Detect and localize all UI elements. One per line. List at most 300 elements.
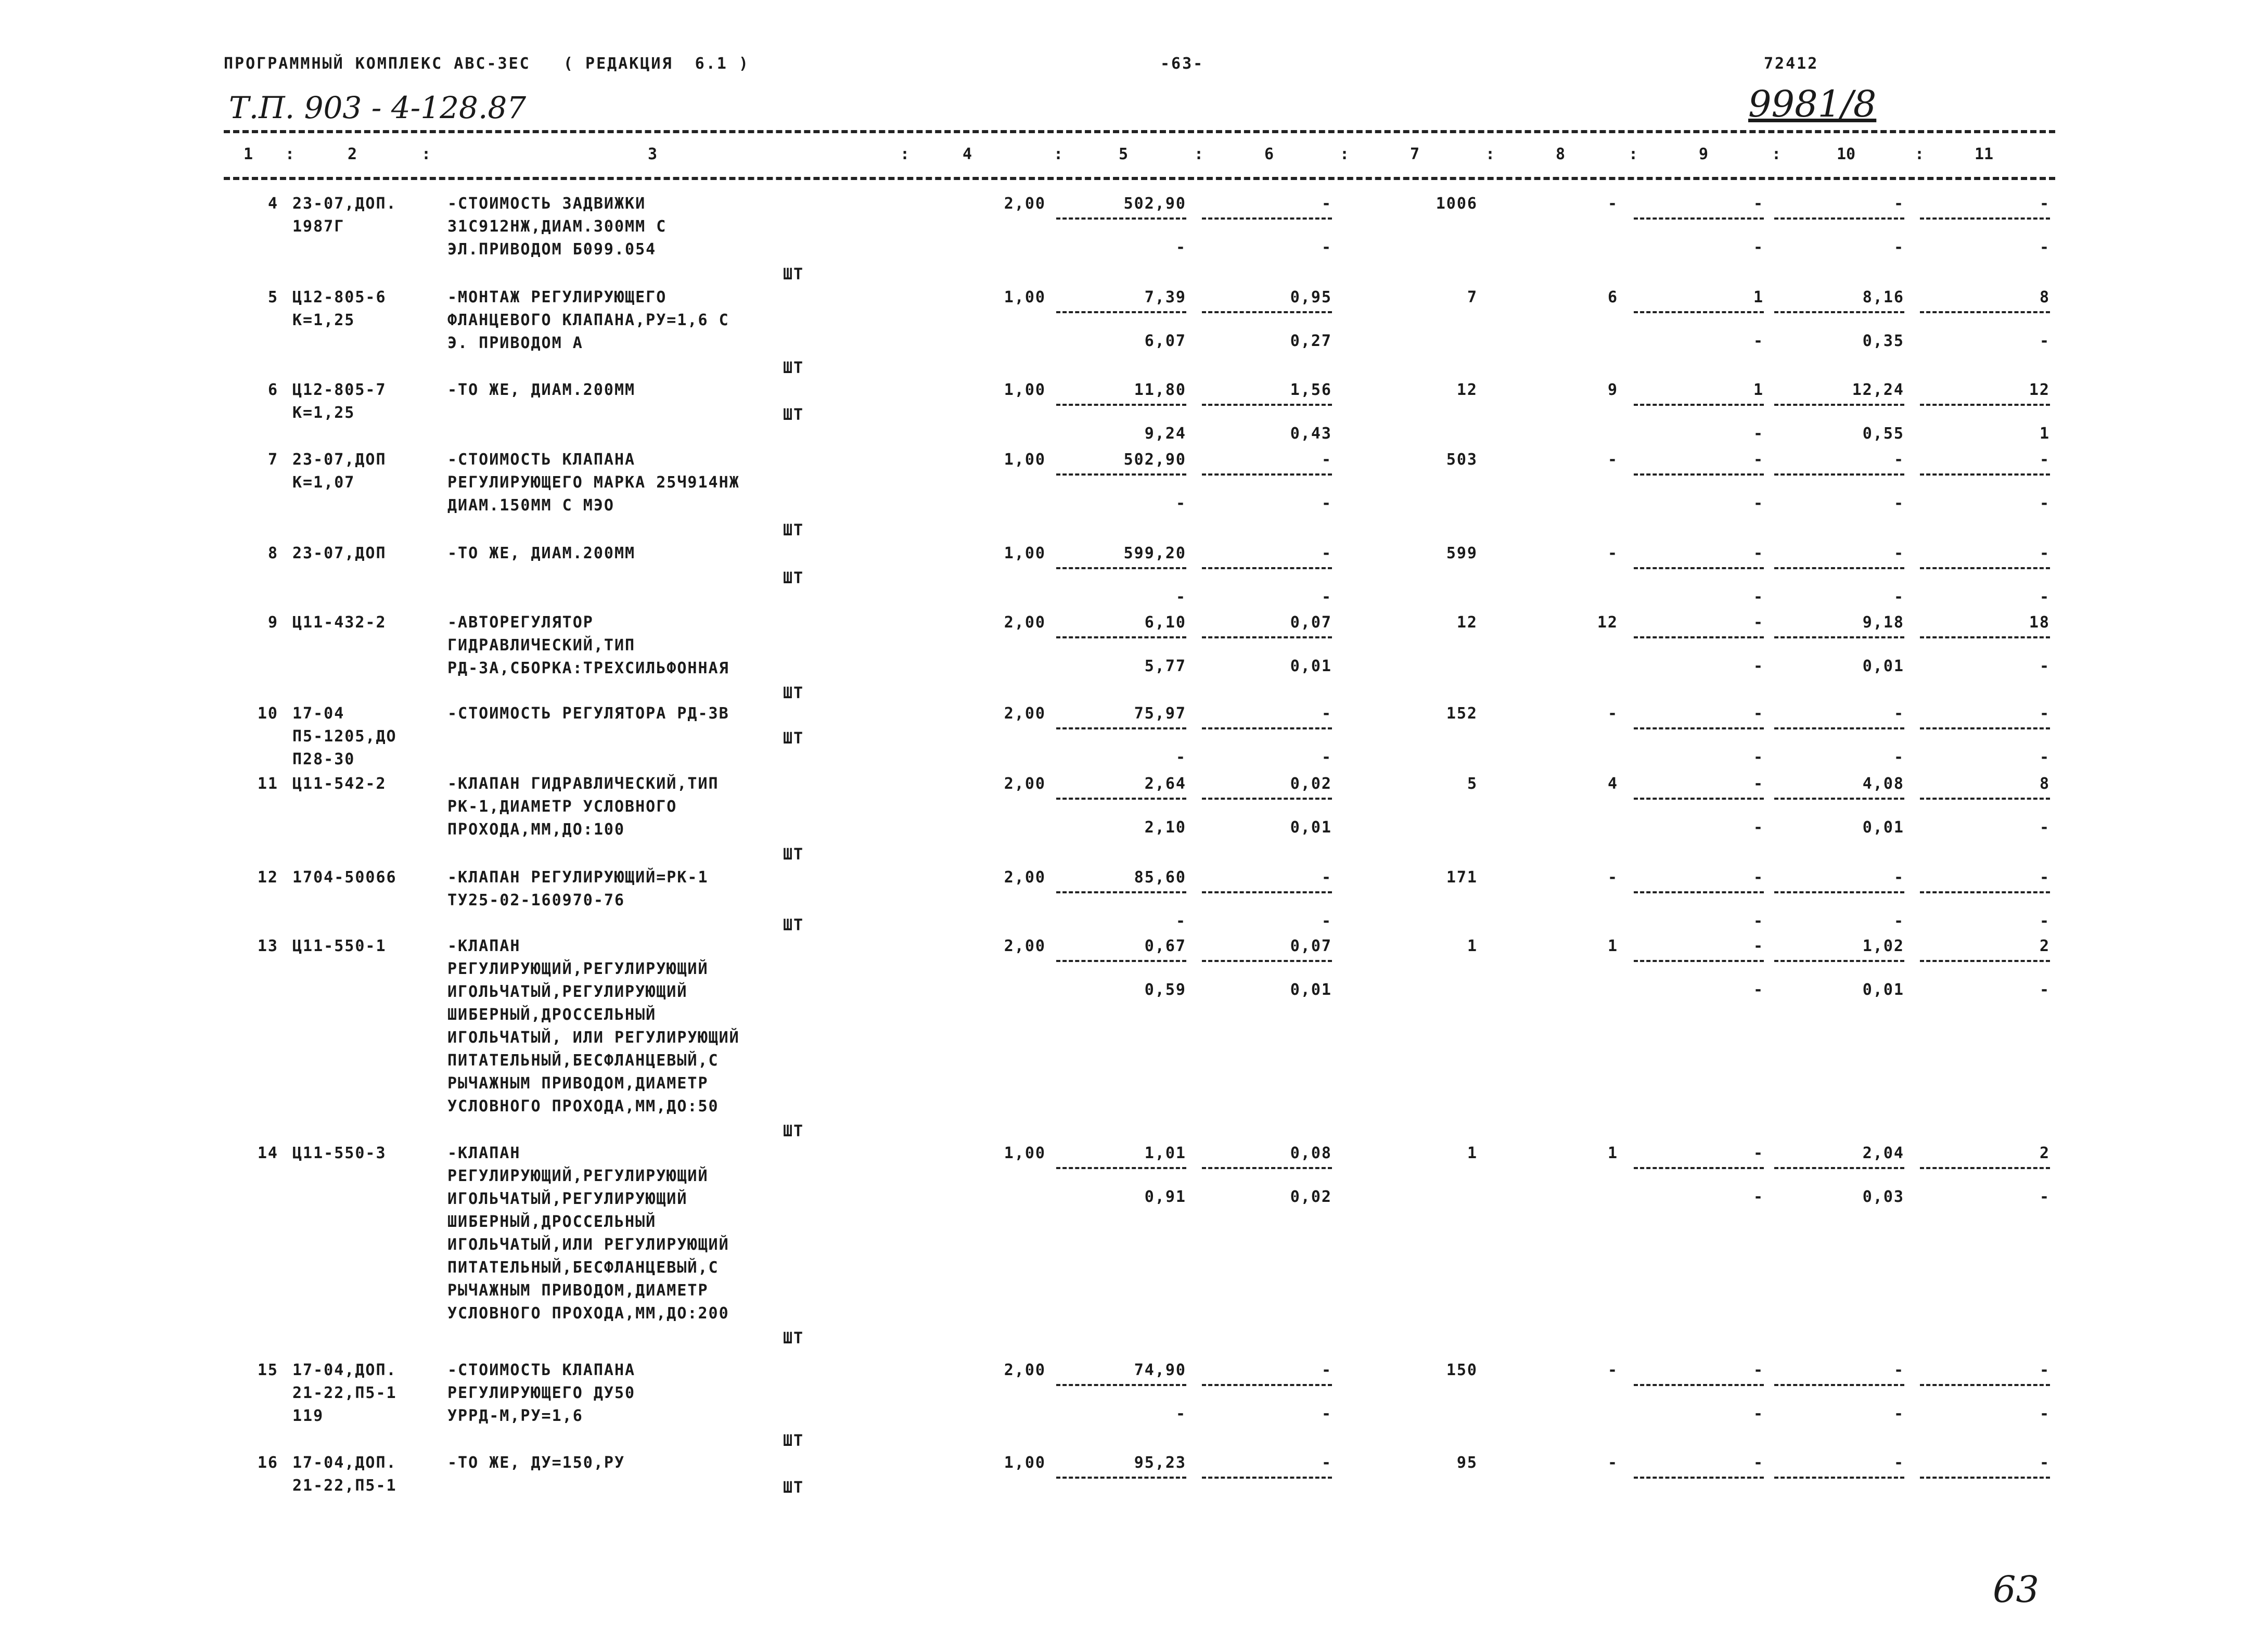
separator-dash bbox=[1774, 636, 1904, 638]
col5-top: 11,80 bbox=[1134, 381, 1186, 399]
separator-dash bbox=[1202, 1167, 1332, 1169]
col6-bottom: - bbox=[1321, 588, 1332, 606]
separator-dash bbox=[1202, 1384, 1332, 1386]
separator-dash bbox=[1202, 798, 1332, 800]
separator-dash bbox=[1202, 960, 1332, 962]
work-description: ДИАМ.150ММ С МЭО bbox=[447, 496, 614, 515]
col6-bottom: 0,01 bbox=[1290, 818, 1332, 837]
col11-bottom: - bbox=[2039, 748, 2050, 766]
work-description: УРРД-М,РУ=1,6 bbox=[447, 1407, 583, 1425]
col11-bottom: - bbox=[2039, 494, 2050, 512]
col8-value: 1 bbox=[1607, 937, 1618, 955]
col-header-3: 3 bbox=[648, 145, 658, 163]
norm-code: 17-04,ДОП. bbox=[292, 1361, 397, 1379]
work-description: РК-1,ДИАМЕТР УСЛОВНОГО bbox=[447, 798, 677, 816]
col10-top: 12,24 bbox=[1852, 381, 1904, 399]
col9-top: - bbox=[1753, 451, 1764, 469]
unit-label: ШТ bbox=[783, 569, 804, 587]
col5-top: 2,64 bbox=[1144, 775, 1186, 793]
qty-value: 2,00 bbox=[1004, 1361, 1046, 1379]
program-title: ПРОГРАММНЫЙ КОМПЛЕКС АВС-ЗЕС ( РЕДАКЦИЯ 6.1 ) bbox=[224, 55, 750, 73]
unit-label: ШТ bbox=[783, 1122, 804, 1140]
col5-top: 502,90 bbox=[1123, 195, 1186, 213]
col11-top: 8 bbox=[2039, 288, 2050, 306]
separator-dash bbox=[1056, 960, 1186, 962]
col5-top: 7,39 bbox=[1144, 288, 1186, 306]
separator-dash bbox=[1056, 636, 1186, 638]
work-description: РЕГУЛИРУЮЩЕГО МАРКА 25Ч914НЖ bbox=[447, 473, 740, 492]
norm-code: Ц12-805-6 bbox=[292, 288, 387, 306]
col10-bottom: 0,01 bbox=[1862, 818, 1904, 837]
col6-top: 0,07 bbox=[1290, 613, 1332, 632]
qty-value: 2,00 bbox=[1004, 868, 1046, 887]
col5-top: 0,67 bbox=[1144, 937, 1186, 955]
col11-top: 8 bbox=[2039, 775, 2050, 793]
work-description: -КЛАПАН bbox=[447, 937, 521, 955]
unit-label: ШТ bbox=[783, 729, 804, 748]
norm-code: К=1,25 bbox=[292, 404, 355, 422]
norm-code: 119 bbox=[292, 1407, 324, 1425]
col9-bottom: - bbox=[1753, 494, 1764, 512]
separator-dash bbox=[1056, 473, 1186, 476]
col6-bottom: 0,02 bbox=[1290, 1188, 1332, 1206]
qty-value: 2,00 bbox=[1004, 775, 1046, 793]
col7-value: 150 bbox=[1446, 1361, 1478, 1379]
col10-top: - bbox=[1893, 1454, 1904, 1472]
work-description: ПИТАТЕЛЬНЫЙ,БЕСФЛАНЦЕВЫЙ,С bbox=[447, 1259, 719, 1277]
col10-bottom: - bbox=[1893, 912, 1904, 930]
col-header-7: 7 bbox=[1410, 145, 1420, 163]
work-description: РЕГУЛИРУЮЩИЙ,РЕГУЛИРУЮЩИЙ bbox=[447, 1167, 709, 1185]
unit-label: ШТ bbox=[783, 406, 804, 424]
separator-dash bbox=[1202, 311, 1332, 313]
col9-bottom: - bbox=[1753, 425, 1764, 443]
col6-bottom: - bbox=[1321, 494, 1332, 512]
qty-value: 1,00 bbox=[1004, 381, 1046, 399]
col8-value: - bbox=[1607, 704, 1618, 723]
work-description: -ТО ЖЕ, ДУ=150,РУ bbox=[447, 1454, 625, 1472]
col5-bottom: 0,59 bbox=[1144, 981, 1186, 999]
separator-dash bbox=[1774, 798, 1904, 800]
work-description: УСЛОВНОГО ПРОХОДА,ММ,ДО:200 bbox=[447, 1304, 729, 1323]
separator-dash bbox=[1774, 567, 1904, 569]
col9-top: - bbox=[1753, 704, 1764, 723]
separator-dash bbox=[1774, 960, 1904, 962]
col9-bottom: - bbox=[1753, 657, 1764, 675]
separator-dash bbox=[1774, 1384, 1904, 1386]
separator-dash bbox=[1634, 567, 1764, 569]
norm-code: Ц11-432-2 bbox=[292, 613, 387, 632]
col6-top: 0,08 bbox=[1290, 1144, 1332, 1162]
work-description: 31С912НЖ,ДИАМ.300ММ С bbox=[447, 217, 667, 236]
work-description: РЕГУЛИРУЮЩЕГО ДУ50 bbox=[447, 1384, 636, 1402]
col11-bottom: 1 bbox=[2039, 425, 2050, 443]
separator-dash bbox=[1634, 1384, 1764, 1386]
norm-code: Ц11-550-3 bbox=[292, 1144, 387, 1162]
row-number: 13 bbox=[257, 937, 278, 955]
separator-dash bbox=[1056, 727, 1186, 729]
row-number: 9 bbox=[267, 613, 278, 632]
col11-top: - bbox=[2039, 451, 2050, 469]
col11-top: - bbox=[2039, 1361, 2050, 1379]
col7-value: 1 bbox=[1467, 937, 1478, 955]
col11-bottom: - bbox=[2039, 332, 2050, 350]
separator-dash bbox=[1774, 727, 1904, 729]
separator-dash bbox=[1634, 473, 1764, 476]
col9-top: - bbox=[1753, 868, 1764, 887]
unit-label: ШТ bbox=[783, 916, 804, 934]
separator-dash bbox=[1920, 636, 2050, 638]
col5-top: 6,10 bbox=[1144, 613, 1186, 632]
work-description: ШИБЕРНЫЙ,ДРОССЕЛЬНЫЙ bbox=[447, 1006, 657, 1024]
col8-value: 1 bbox=[1607, 1144, 1618, 1162]
col9-top: 1 bbox=[1753, 288, 1764, 306]
col-header-11: 11 bbox=[1975, 145, 1994, 163]
work-description: РД-3А,СБОРКА:ТРЕХСИЛЬФОННАЯ bbox=[447, 659, 729, 677]
col11-bottom: - bbox=[2039, 657, 2050, 675]
separator-dash bbox=[1056, 404, 1186, 406]
qty-value: 1,00 bbox=[1004, 544, 1046, 562]
col6-top: - bbox=[1321, 1454, 1332, 1472]
separator-dash bbox=[1920, 1167, 2050, 1169]
col6-bottom: - bbox=[1321, 238, 1332, 257]
col5-bottom: 9,24 bbox=[1144, 425, 1186, 443]
work-description: -СТОИМОСТЬ КЛАПАНА bbox=[447, 451, 636, 469]
separator-dash bbox=[1920, 727, 2050, 729]
col-sep: : bbox=[421, 145, 431, 163]
col10-bottom: - bbox=[1893, 238, 1904, 257]
work-description: ИГОЛЬЧАТЫЙ,РЕГУЛИРУЮЩИЙ bbox=[447, 1190, 688, 1208]
col9-top: - bbox=[1753, 613, 1764, 632]
col9-top: - bbox=[1753, 937, 1764, 955]
col6-top: - bbox=[1321, 544, 1332, 562]
work-description: -КЛАПАН РЕГУЛИРУЮЩИЙ=РК-1 bbox=[447, 868, 709, 887]
separator-dash bbox=[1056, 217, 1186, 220]
norm-code: Ц11-550-1 bbox=[292, 937, 387, 955]
qty-value: 1,00 bbox=[1004, 1144, 1046, 1162]
work-description: Э. ПРИВОДОМ А bbox=[447, 334, 583, 352]
work-description: ИГОЛЬЧАТЫЙ,ИЛИ РЕГУЛИРУЮЩИЙ bbox=[447, 1236, 729, 1254]
col8-value: 12 bbox=[1597, 613, 1618, 632]
work-description: РЫЧАЖНЫМ ПРИВОДОМ,ДИАМЕТР bbox=[447, 1281, 709, 1300]
separator-dash bbox=[1202, 567, 1332, 569]
col9-bottom: - bbox=[1753, 1188, 1764, 1206]
separator-dash bbox=[1774, 311, 1904, 313]
unit-label: ШТ bbox=[783, 1479, 804, 1497]
col6-top: 0,07 bbox=[1290, 937, 1332, 955]
col-sep: : bbox=[1772, 145, 1782, 163]
separator-dash bbox=[1202, 1477, 1332, 1479]
separator-dash bbox=[1056, 798, 1186, 800]
qty-value: 1,00 bbox=[1004, 451, 1046, 469]
col9-bottom: - bbox=[1753, 912, 1764, 930]
col7-value: 5 bbox=[1467, 775, 1478, 793]
col10-bottom: 0,03 bbox=[1862, 1188, 1904, 1206]
separator-dash bbox=[1634, 1167, 1764, 1169]
col11-top: 18 bbox=[2029, 613, 2050, 632]
unit-label: ШТ bbox=[783, 1432, 804, 1450]
col6-bottom: 0,43 bbox=[1290, 425, 1332, 443]
col11-top: - bbox=[2039, 1454, 2050, 1472]
row-number: 11 bbox=[257, 775, 278, 793]
col-sep: : bbox=[1485, 145, 1495, 163]
norm-code: 23-07,ДОП bbox=[292, 544, 387, 562]
col-sep: : bbox=[900, 145, 910, 163]
separator-dash bbox=[1920, 1384, 2050, 1386]
separator-dash bbox=[1774, 404, 1904, 406]
col6-bottom: 0,27 bbox=[1290, 332, 1332, 350]
separator-dash bbox=[1202, 727, 1332, 729]
separator-dash bbox=[1920, 960, 2050, 962]
col10-top: - bbox=[1893, 451, 1904, 469]
document-code: 72412 bbox=[1764, 55, 1819, 73]
separator-dash bbox=[1774, 1477, 1904, 1479]
work-description: -ТО ЖЕ, ДИАМ.200ММ bbox=[447, 381, 636, 399]
col9-top: - bbox=[1753, 195, 1764, 213]
separator-dash bbox=[1920, 798, 2050, 800]
norm-code: Ц11-542-2 bbox=[292, 775, 387, 793]
col10-bottom: - bbox=[1893, 1405, 1904, 1423]
separator-dash bbox=[1202, 473, 1332, 476]
col-header-5: 5 bbox=[1119, 145, 1129, 163]
row-number: 6 bbox=[267, 381, 278, 399]
col5-top: 1,01 bbox=[1144, 1144, 1186, 1162]
separator-dash bbox=[1634, 798, 1764, 800]
norm-code: Ц12-805-7 bbox=[292, 381, 387, 399]
col6-top: - bbox=[1321, 1361, 1332, 1379]
col10-top: 1,02 bbox=[1862, 937, 1904, 955]
col9-top: - bbox=[1753, 775, 1764, 793]
work-description: -КЛАПАН ГИДРАВЛИЧЕСКИЙ,ТИП bbox=[447, 775, 719, 793]
norm-code: П5-1205,ДО bbox=[292, 727, 397, 746]
separator-dash bbox=[1920, 311, 2050, 313]
col9-top: 1 bbox=[1753, 381, 1764, 399]
col6-bottom: - bbox=[1321, 912, 1332, 930]
col11-top: - bbox=[2039, 544, 2050, 562]
work-description: -МОНТАЖ РЕГУЛИРУЮЩЕГО bbox=[447, 288, 667, 306]
unit-label: ШТ bbox=[783, 521, 804, 540]
col11-bottom: - bbox=[2039, 588, 2050, 606]
work-description: -ТО ЖЕ, ДИАМ.200ММ bbox=[447, 544, 636, 562]
col9-bottom: - bbox=[1753, 332, 1764, 350]
norm-code: К=1,25 bbox=[292, 311, 355, 329]
work-description: ПРОХОДА,ММ,ДО:100 bbox=[447, 820, 625, 839]
separator-dash bbox=[1634, 727, 1764, 729]
row-number: 4 bbox=[267, 195, 278, 213]
norm-code: 17-04 bbox=[292, 704, 345, 723]
col-sep: : bbox=[1194, 145, 1204, 163]
col11-top: 12 bbox=[2029, 381, 2050, 399]
col10-bottom: 0,01 bbox=[1862, 657, 1904, 675]
separator-dash bbox=[1634, 311, 1764, 313]
project-number: Т.П. 903 - 4-128.87 bbox=[229, 90, 527, 125]
col-header-10: 10 bbox=[1837, 145, 1856, 163]
work-description: ФЛАНЦЕВОГО КЛАПАНА,РУ=1,6 С bbox=[447, 311, 729, 329]
row-number: 8 bbox=[267, 544, 278, 562]
separator-dash bbox=[1056, 311, 1186, 313]
col10-top: 9,18 bbox=[1862, 613, 1904, 632]
col11-top: 2 bbox=[2039, 937, 2050, 955]
col6-top: 1,56 bbox=[1290, 381, 1332, 399]
col10-top: 2,04 bbox=[1862, 1144, 1904, 1162]
col11-top: 2 bbox=[2039, 1144, 2050, 1162]
col8-value: - bbox=[1607, 451, 1618, 469]
separator-dash bbox=[1920, 217, 2050, 220]
col9-bottom: - bbox=[1753, 238, 1764, 257]
col8-value: 6 bbox=[1607, 288, 1618, 306]
col5-bottom: 2,10 bbox=[1144, 818, 1186, 837]
separator-dash bbox=[1056, 1477, 1186, 1479]
unit-label: ШТ bbox=[783, 845, 804, 864]
col6-top: - bbox=[1321, 451, 1332, 469]
col7-value: 1 bbox=[1467, 1144, 1478, 1162]
col10-top: 4,08 bbox=[1862, 775, 1904, 793]
col9-bottom: - bbox=[1753, 981, 1764, 999]
unit-label: ШТ bbox=[783, 359, 804, 377]
qty-value: 2,00 bbox=[1004, 613, 1046, 632]
work-description: -СТОИМОСТЬ КЛАПАНА bbox=[447, 1361, 636, 1379]
col10-bottom: - bbox=[1893, 588, 1904, 606]
work-description: -СТОИМОСТЬ ЗАДВИЖКИ bbox=[447, 195, 646, 213]
separator-dash bbox=[1634, 404, 1764, 406]
row-number: 10 bbox=[257, 704, 278, 723]
separator-dash bbox=[1774, 217, 1904, 220]
col7-value: 503 bbox=[1446, 451, 1478, 469]
work-description: РЕГУЛИРУЮЩИЙ,РЕГУЛИРУЮЩИЙ bbox=[447, 960, 709, 978]
norm-code: 1704-50066 bbox=[292, 868, 397, 887]
col7-value: 599 bbox=[1446, 544, 1478, 562]
row-number: 5 bbox=[267, 288, 278, 306]
unit-label: ШТ bbox=[783, 1329, 804, 1348]
col11-bottom: - bbox=[2039, 238, 2050, 257]
col9-top: - bbox=[1753, 1144, 1764, 1162]
col5-bottom: - bbox=[1175, 1405, 1186, 1423]
col11-top: - bbox=[2039, 195, 2050, 213]
norm-code: 21-22,П5-1 bbox=[292, 1477, 397, 1495]
col9-bottom: - bbox=[1753, 588, 1764, 606]
work-description: ИГОЛЬЧАТЫЙ,РЕГУЛИРУЮЩИЙ bbox=[447, 983, 688, 1001]
col10-bottom: 0,55 bbox=[1862, 425, 1904, 443]
unit-label: ШТ bbox=[783, 265, 804, 284]
qty-value: 2,00 bbox=[1004, 195, 1046, 213]
col5-top: 95,23 bbox=[1134, 1454, 1186, 1472]
col5-bottom: - bbox=[1175, 912, 1186, 930]
separator-dash bbox=[1634, 960, 1764, 962]
norm-code: 23-07,ДОП bbox=[292, 451, 387, 469]
separator-dash bbox=[1774, 473, 1904, 476]
col9-top: - bbox=[1753, 544, 1764, 562]
col-header-8: 8 bbox=[1556, 145, 1566, 163]
work-description: ПИТАТЕЛЬНЫЙ,БЕСФЛАНЦЕВЫЙ,С bbox=[447, 1052, 719, 1070]
col-sep: : bbox=[1054, 145, 1063, 163]
separator-dash bbox=[1920, 891, 2050, 893]
col-header-1: 1 bbox=[244, 145, 253, 163]
col-header-4: 4 bbox=[963, 145, 972, 163]
separator-dash bbox=[1202, 404, 1332, 406]
col5-top: 502,90 bbox=[1123, 451, 1186, 469]
separator-dash bbox=[1056, 891, 1186, 893]
col-header-9: 9 bbox=[1699, 145, 1709, 163]
col5-bottom: - bbox=[1175, 494, 1186, 512]
qty-value: 2,00 bbox=[1004, 704, 1046, 723]
separator-dash bbox=[1920, 567, 2050, 569]
separator-dash bbox=[1056, 1167, 1186, 1169]
separator-dash bbox=[1774, 1167, 1904, 1169]
col5-top: 75,97 bbox=[1134, 704, 1186, 723]
norm-code: К=1,07 bbox=[292, 473, 355, 492]
col8-value: - bbox=[1607, 1361, 1618, 1379]
col10-top: - bbox=[1893, 704, 1904, 723]
col7-value: 12 bbox=[1456, 381, 1478, 399]
col10-bottom: 0,35 bbox=[1862, 332, 1904, 350]
separator-dash bbox=[1202, 217, 1332, 220]
col11-bottom: - bbox=[2039, 912, 2050, 930]
separator-dash bbox=[1202, 636, 1332, 638]
col7-value: 1006 bbox=[1436, 195, 1478, 213]
col6-bottom: 0,01 bbox=[1290, 657, 1332, 675]
col8-value: - bbox=[1607, 195, 1618, 213]
col11-bottom: - bbox=[2039, 1405, 2050, 1423]
col6-top: 0,95 bbox=[1290, 288, 1332, 306]
col10-top: - bbox=[1893, 868, 1904, 887]
separator-dash bbox=[1920, 473, 2050, 476]
col5-top: 599,20 bbox=[1123, 544, 1186, 562]
col7-value: 12 bbox=[1456, 613, 1478, 632]
qty-value: 1,00 bbox=[1004, 1454, 1046, 1472]
col6-bottom: - bbox=[1321, 1405, 1332, 1423]
row-number: 12 bbox=[257, 868, 278, 887]
page-number-center: -63- bbox=[1160, 55, 1205, 73]
col8-value: - bbox=[1607, 544, 1618, 562]
col11-top: - bbox=[2039, 868, 2050, 887]
separator-dash bbox=[1774, 891, 1904, 893]
col11-top: - bbox=[2039, 704, 2050, 723]
col8-value: - bbox=[1607, 1454, 1618, 1472]
col-sep: : bbox=[1915, 145, 1925, 163]
work-description: ИГОЛЬЧАТЫЙ, ИЛИ РЕГУЛИРУЮЩИЙ bbox=[447, 1029, 740, 1047]
separator-dash bbox=[1634, 217, 1764, 220]
separator-dash bbox=[1202, 891, 1332, 893]
col9-top: - bbox=[1753, 1361, 1764, 1379]
work-description: ТУ25-02-160970-76 bbox=[447, 891, 625, 909]
col5-bottom: 6,07 bbox=[1144, 332, 1186, 350]
col6-top: 0,02 bbox=[1290, 775, 1332, 793]
separator-dash bbox=[1634, 636, 1764, 638]
work-description: ЭЛ.ПРИВОДОМ Б099.054 bbox=[447, 240, 657, 259]
col10-bottom: - bbox=[1893, 748, 1904, 766]
col7-value: 95 bbox=[1456, 1454, 1478, 1472]
separator-dash bbox=[1634, 1477, 1764, 1479]
col6-top: - bbox=[1321, 704, 1332, 723]
row-number: 14 bbox=[257, 1144, 278, 1162]
work-description: ГИДРАВЛИЧЕСКИЙ,ТИП bbox=[447, 636, 636, 655]
col11-bottom: - bbox=[2039, 981, 2050, 999]
qty-value: 1,00 bbox=[1004, 288, 1046, 306]
col-header-6: 6 bbox=[1264, 145, 1274, 163]
norm-code: 21-22,П5-1 bbox=[292, 1384, 397, 1402]
row-number: 15 bbox=[257, 1361, 278, 1379]
col6-bottom: 0,01 bbox=[1290, 981, 1332, 999]
header-rule-top bbox=[224, 130, 2055, 133]
col6-top: - bbox=[1321, 195, 1332, 213]
col10-bottom: 0,01 bbox=[1862, 981, 1904, 999]
handwritten-page-number: 63 bbox=[1993, 1568, 2040, 1611]
col-header-2: 2 bbox=[348, 145, 357, 163]
col5-bottom: 0,91 bbox=[1144, 1188, 1186, 1206]
norm-code: 17-04,ДОП. bbox=[292, 1454, 397, 1472]
col7-value: 171 bbox=[1446, 868, 1478, 887]
norm-code: П28-30 bbox=[292, 750, 355, 768]
